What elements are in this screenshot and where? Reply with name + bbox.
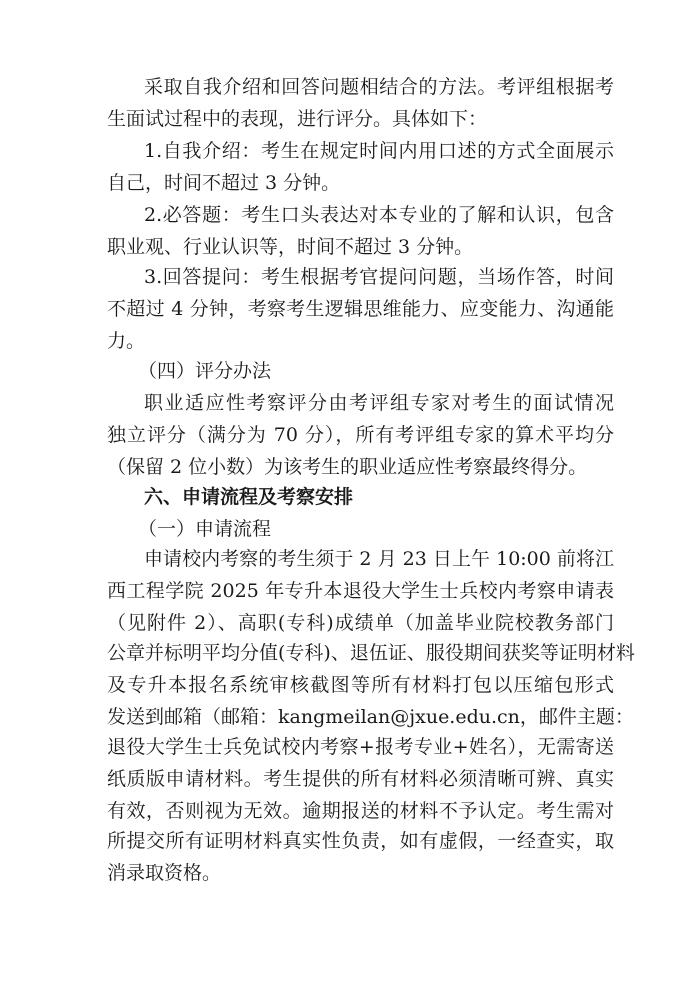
list-item-questions-line-1: 3.回答提问：考生根据考官提问问题，当场作答，时间 — [144, 266, 614, 288]
subsection-heading-process: （一）申请流程 — [138, 518, 272, 540]
section-heading-application: 六、申请流程及考察安排 — [144, 486, 354, 508]
paragraph-process-line-11: 消录取资格。 — [107, 862, 222, 884]
paragraph-process-line-9: 有效，否则视为无效。逾期报送的材料不予认定。考生需对 — [107, 800, 614, 822]
list-item-self-intro-line-2: 自己，时间不超过 3 分钟。 — [107, 172, 341, 194]
paragraph-process-line-2: 西工程学院 2025 年专升本退役大学生士兵校内考察申请表 — [107, 580, 614, 602]
paragraph-scoring-line-1: 职业适应性考察评分由考评组专家对考生的面试情况 — [144, 392, 614, 414]
paragraph-method-line-2: 生面试过程中的表现，进行评分。具体如下： — [107, 108, 488, 130]
paragraph-process-line-8: 纸质版申请材料。考生提供的所有材料必须清晰可辨、真实 — [107, 768, 614, 790]
list-item-self-intro-line-1: 1.自我介绍：考生在规定时间内用口述的方式全面展示 — [144, 140, 614, 162]
paragraph-process-line-3: （见附件 2）、高职(专科)成绩单（加盖毕业院校教务部门 — [107, 612, 614, 634]
list-item-required-line-1: 2.必答题：考生口头表达对本专业的了解和认识，包含 — [144, 204, 614, 226]
paragraph-scoring-line-2: 独立评分（满分为 70 分），所有考评组专家的算术平均分 — [107, 424, 614, 446]
list-item-required-line-2: 职业观、行业认识等，时间不超过 3 分钟。 — [107, 236, 474, 258]
paragraph-process-line-7: 退役大学生士兵免试校内考察+报考专业+姓名），无需寄送 — [107, 736, 614, 758]
section-heading-scoring: （四）评分办法 — [138, 360, 272, 382]
paragraph-process-line-1: 申请校内考察的考生须于 2 月 23 日上午 10:00 前将江 — [144, 548, 614, 570]
paragraph-process-line-6: 发送到邮箱（邮箱：kangmeilan@jxue.edu.cn，邮件主题： — [107, 706, 634, 728]
paragraph-process-line-4: 公章并标明平均分值(专科)、退伍证、服役期间获奖等证明材料 — [107, 642, 635, 664]
list-item-questions-line-2: 不超过 4 分钟，考察考生逻辑思维能力、应变能力、沟通能 — [107, 298, 614, 320]
paragraph-method-line-1: 采取自我介绍和回答问题相结合的方法。考评组根据考 — [144, 76, 614, 98]
paragraph-process-line-10: 所提交所有证明材料真实性负责，如有虚假，一经查实，取 — [107, 830, 614, 852]
list-item-questions-line-3: 力。 — [107, 330, 146, 352]
paragraph-process-line-5: 及专升本报名系统审核截图等所有材料打包以压缩包形式 — [107, 674, 614, 696]
paragraph-scoring-line-3: （保留 2 位小数）为该考生的职业适应性考察最终得分。 — [107, 456, 588, 478]
